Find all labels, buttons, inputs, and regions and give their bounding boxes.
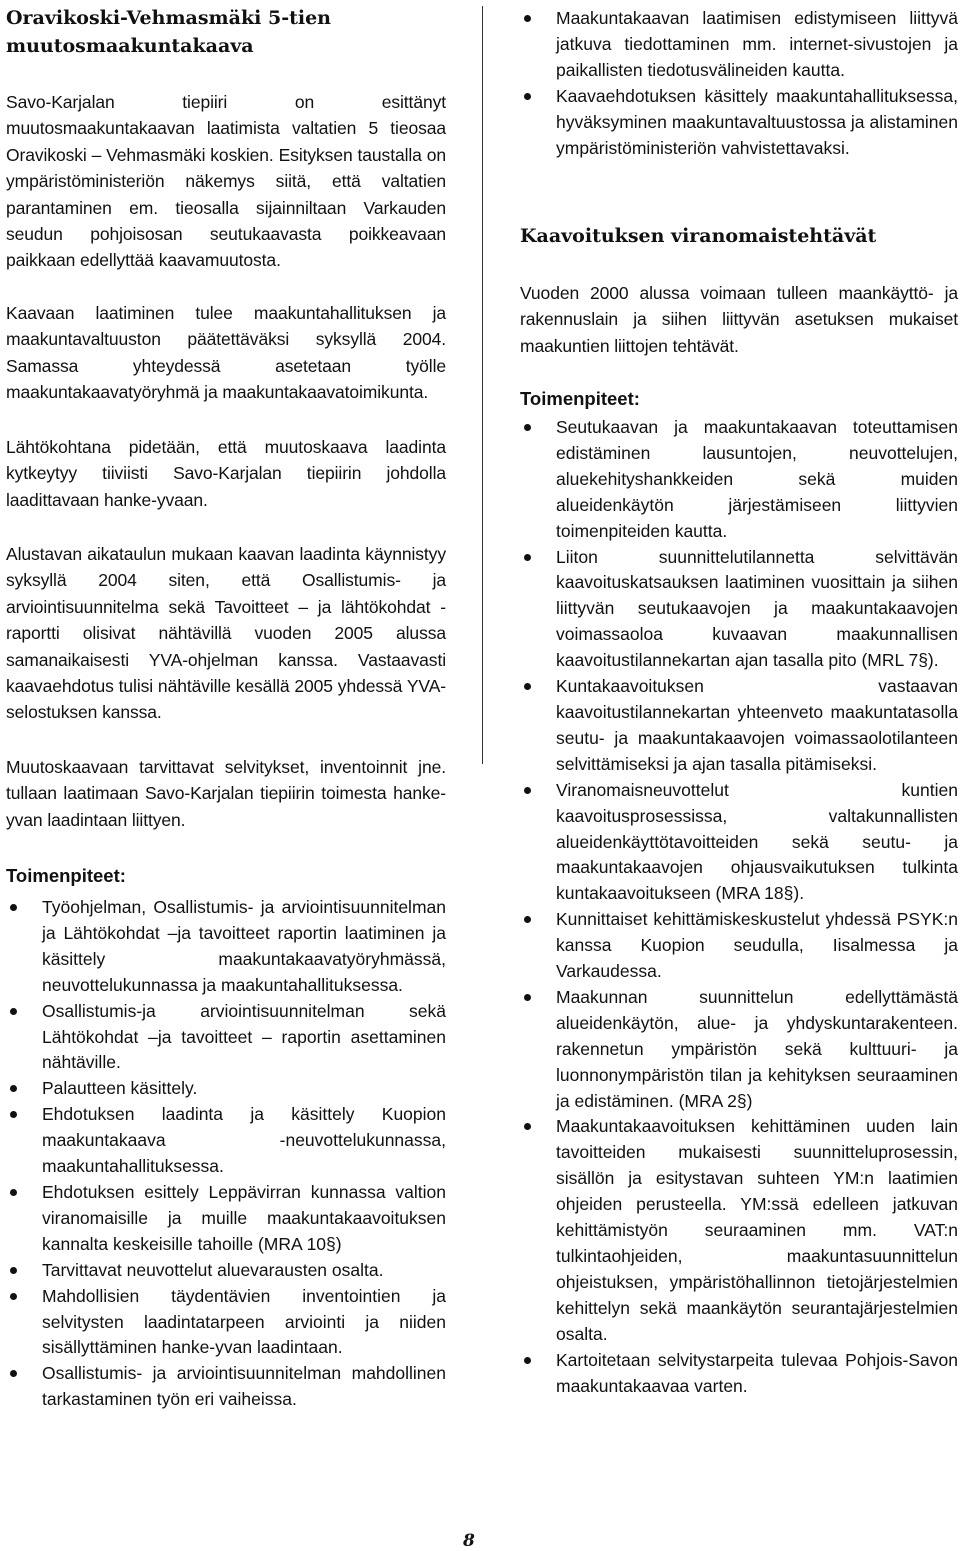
list-item-text: Kartoitetaan selvitystarpeita tulevaa Pohjois-Savon maakuntakaavaa varten. [556,1349,958,1396]
bullet-icon [524,93,531,100]
bullet-icon [10,1085,17,1092]
list-item-text: Kaavaehdotuksen käsittely maakuntahallituksessa, hyväksyminen maakuntavaltuustossa ja alistaminen ympäristöministeriön vahvistettavaksi. [556,85,958,158]
list-item-text: Tarvittavat neuvottelut aluevarausten osalta. [42,1259,384,1280]
bullet-icon [524,1357,531,1364]
bullet-icon [524,424,531,431]
paragraph-authority-tasks: Vuoden 2000 alussa voimaan tulleen maankäyttö- ja rakennuslain ja siihen liittyvän asetuksen mukaiset maakuntien liittojen tehtävät. [520,283,958,356]
list-item-text: Osallistumis- ja arviointisuunnitelman mahdollinen tarkastaminen työn eri vaiheissa. [42,1363,446,1410]
bullet-icon [524,994,531,1001]
bullet-icon [524,683,531,690]
list-item [520,84,958,162]
list-item [520,985,958,1115]
bullet-icon [10,1008,17,1015]
list-item-text: Ehdotuksen laadinta ja käsittely Kuopion maakuntakaava -neuvottelukunnassa, maakuntahallituksessa. [42,1104,446,1177]
list-item-text: Maakuntakaavan laatimisen edistymiseen liittyvä jatkuva tiedottaminen mm. internet-sivustojen ja paikallisten tiedotusvälineiden kautta. [556,8,958,80]
column-divider [482,6,483,764]
list-item-text: Liiton suunnittelutilannetta selvittävän kaavoituskatsauksen laatiminen vuosittain ja siihen liittyvän seutukaavojen ja maakuntakaavojen voimassaoloa kuvaavan maakunnallisen kaavoitustilannekartan ajan tasalla pito (MRL 7§). [556,546,958,671]
bullet-icon [10,904,17,911]
paragraph-starting-point: Lähtökohtana pidetään, että muutoskaava laadinta kytkeytyy tiiviisti Savo-Karjalan tiepiirin johdolla laadittavaan hanke-yvaan. [6,437,446,510]
list-item-text: Maakuntakaavoituksen kehittäminen uuden lain tavoitteiden mukaisesti suunnitteluprosessin, sisällön ja esitystavan suhteen YM:n laatimien ohjeiden perusteella. YM:ssä edelleen jatkuvan kehittämistyön seuraaminen mm. VAT:n tulkintaohjeiden, maakuntasuunnittelun ohjeistuksen, ympäristöhallinnon tietojärjestelmien kehittelyn sekä maankäytön seurantajärjestelmien osalta. [556,1116,958,1344]
list-item-text: Palautteen käsittely. [42,1078,198,1099]
list-item [6,1076,446,1102]
list-item [520,778,958,908]
list-item-text: Osallistumis-ja arviointisuunnitelman sekä Lähtökohdat –ja tavoitteet – raportin asettaminen nähtäville. [42,1000,446,1073]
bullet-icon [10,1267,17,1274]
bullet-icon [524,787,531,794]
list-item [520,6,958,84]
list-item-text: Viranomaisneuvottelut kuntien kaavoitusprosessissa, valtakunnallisten alueidenkäyttötavoitteiden sekä seutu- ja maakuntakaavojen ohjausvaikutuksen tulkinta kuntakaavoitukseen (MRA 18§). [556,779,958,904]
measures-heading: Toimenpiteet: [6,865,126,886]
list-item [6,895,446,999]
list-item [6,1361,446,1413]
list-item-text: Ehdotuksen esittely Leppävirran kunnassa valtion viranomaisille ja muille maakuntakaavoituksen kannalta keskeisille tahoille (MRA 10§) [42,1181,446,1254]
bullet-icon [10,1111,17,1118]
paragraph-timeline: Alustavan aikataulun mukaan kaavan laadinta käynnistyy syksyllä 2004 siten, että Osallistumis- ja arviointisuunnitelma sekä Tavoitteet – ja lähtökohdat -raportti olisivat nähtävillä vuoden 2005 alussa samanaikaisesti YVA-ohjelman kanssa. Vastaavasti kaavaehdotus tulisi nähtäville kesällä 2005 yhdessä YVA-selostuksen kanssa. [6,544,446,723]
list-item [520,1114,958,1347]
bullet-icon [524,1123,531,1130]
list-item [6,999,446,1077]
communication-list [520,6,958,161]
list-item [6,1284,446,1362]
list-item [520,415,958,545]
list-item-text: Työohjelman, Osallistumis- ja arviointisuunnitelman ja Lähtökohdat –ja tavoitteet raportin laatiminen ja käsittely maakuntakaavatyöryhmässä, neuvottelukunnassa ja maakuntahallituksessa. [42,897,446,995]
paragraph-intro: Savo-Karjalan tiepiiri on esittänyt muutosmaakuntakaavan laatimista valtatien 5 tieosaa Oravikoski – Vehmasmäki koskien. Esityksen taustalla on ympäristöministeriön näkemys siitä, että valtatien parantaminen em. tieosalla sijainniltaan Varkauden seudun pohjoisosan seutukaavasta poikkeavaan paikkaan edellyttää kaavamuutosta. [6,92,446,271]
measures-list [6,895,446,1413]
list-item-text: Mahdollisien täydentävien inventointien ja selvitysten laadintatarpeen arviointi ja niiden sisällyttäminen hanke-yvan laadintaan. [42,1285,446,1358]
bullet-icon [524,916,531,923]
list-item [6,1258,446,1284]
page-number: 8 [463,1531,475,1551]
bullet-icon [10,1293,17,1300]
paragraph-schedule-decision: Kaavaan laatiminen tulee maakuntahallituksen ja maakuntavaltuuston päätettäväksi syksyllä 2004. Samassa yhteydessä asetetaan työlle maakuntakaavatyöryhmä ja maakuntakaavatoimikunta. [6,303,446,403]
bullet-icon [10,1189,17,1196]
measures-list [520,415,958,1399]
measures-heading: Toimenpiteet: [520,388,640,409]
list-item-text: Seutukaavan ja maakuntakaavan toteuttamisen edistäminen lausuntojen, neuvottelujen, aluekehityshankkeiden sekä muiden alueidenkäytön järjestämiseen liittyvien toimenpiteiden kautta. [556,417,958,541]
list-item [520,674,958,778]
bullet-icon [524,15,531,22]
list-item [6,1180,446,1258]
section-title: Kaavoituksen viranomaistehtävät [520,225,877,247]
list-item-text: Kuntakaavoituksen vastaavan kaavoitustilannekartan yhteenveto maakuntatasolla seutu- ja maakuntakaavojen voimassaolotilanteen selvittämiseksi ja ajan tasalla pitämiseksi. [556,676,958,774]
list-item [520,545,958,675]
list-item-text: Maakunnan suunnittelun edellyttämästä alueidenkäytön, alue- ja yhdyskuntarakenteen. rakennetun ympäristön sekä kulttuuri- ja luonnonympäristön tilan ja kehityksen seuraaminen ja edistäminen. (MRA 2§) [556,986,958,1111]
bullet-icon [524,554,531,561]
list-item [520,907,958,985]
list-item [520,1348,958,1400]
section-title: Oravikoski-Vehmasmäki 5-tien muutosmaakuntakaava [6,7,331,57]
list-item [6,1102,446,1180]
list-item-text: Kunnittaiset kehittämiskeskustelut yhdessä PSYK:n kanssa Kuopion seudulla, Iisalmessa ja Varkaudessa. [556,909,958,982]
paragraph-surveys: Muutoskaavaan tarvittavat selvitykset, inventoinnit jne. tullaan laatimaan Savo-Karjalan tiepiirin toimesta hanke-yvan laadintaan liittyen. [6,757,446,830]
bullet-icon [10,1370,17,1377]
